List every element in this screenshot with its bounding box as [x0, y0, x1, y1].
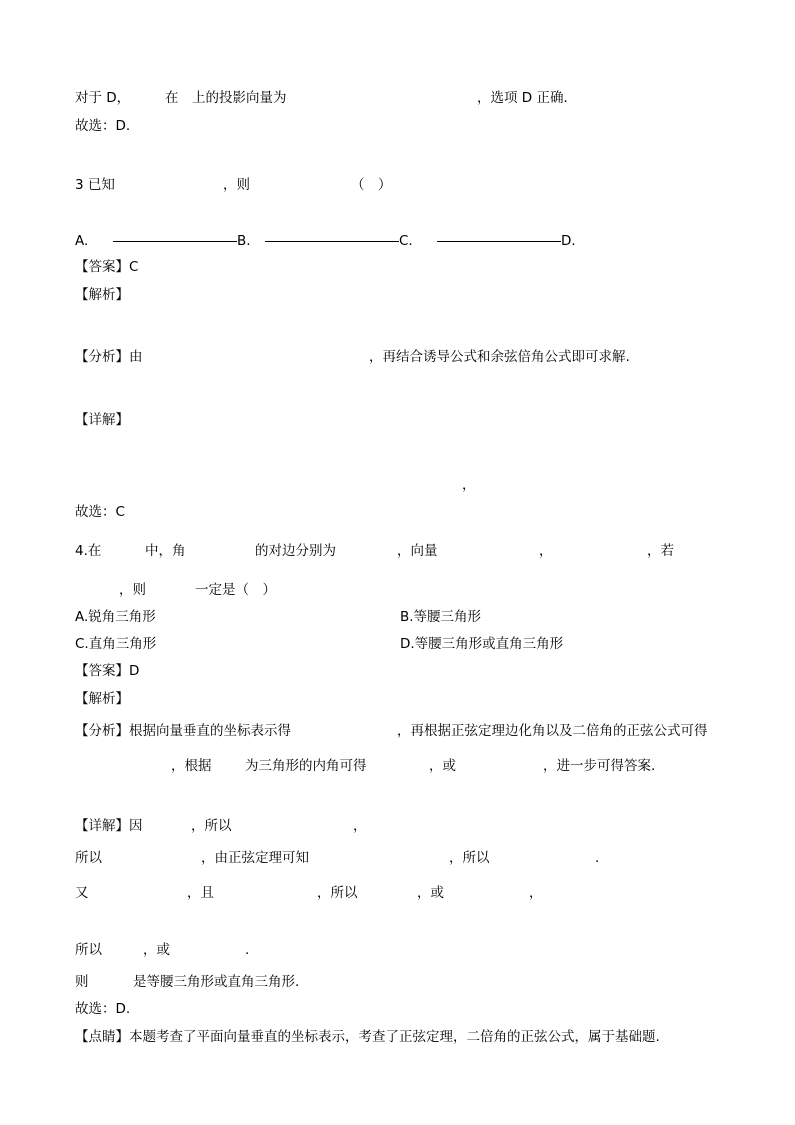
q3-option-d: D. — [561, 233, 576, 249]
q3-choose: 故选：C — [75, 504, 125, 520]
q4-line2-b: 一定是（ ） — [195, 582, 276, 598]
part-d-mid1: 在 — [165, 90, 179, 106]
q3-analysis-heading: 【解析】 — [75, 287, 129, 303]
q4-you-c: ，所以 — [317, 885, 358, 901]
q3-paren: （ ） — [351, 177, 392, 193]
q3-lead: 3 已知 — [75, 177, 115, 193]
q4-dianjing: 【点睛】本题考查了平面向量垂直的坐标表示，考查了正弦定理，二倍角的正弦公式，属于基础题. — [75, 1029, 660, 1045]
q4-fenxi2-a: ，根据 — [171, 758, 212, 774]
q4-fenxi2-d: ，进一步可得答案. — [543, 758, 656, 774]
q3-fenxi-label: 【分析】由 — [75, 349, 143, 365]
q3-option-b-fraction-bar — [265, 241, 399, 242]
q4-so1-c: ，所以 — [449, 850, 490, 866]
part-d-lead: 对于 D， — [75, 90, 131, 106]
part-d-mid2: 上的投影向量为 — [192, 90, 287, 106]
q4-fenxi-a: 【分析】根据向量垂直的坐标表示得 — [75, 723, 291, 739]
q4-t1: 中，角 — [145, 543, 186, 559]
q4-t3: ，向量 — [397, 543, 438, 559]
q4-so1-a: 所以 — [75, 850, 102, 866]
q4-so1-d: . — [595, 850, 600, 866]
q3-answer: 【答案】C — [75, 259, 139, 275]
q4-fenxi2-c: ，或 — [429, 758, 456, 774]
q4-analysis-heading: 【解析】 — [75, 691, 129, 707]
q3-detail-heading: 【详解】 — [75, 412, 129, 428]
q3-option-a: A. — [75, 233, 89, 249]
q3-option-c-fraction-bar — [437, 241, 561, 242]
q4-detail-a: 【详解】因 — [75, 818, 143, 834]
q4-so2-a: 所以 — [75, 942, 102, 958]
q4-option-b: B.等腰三角形 — [400, 609, 482, 625]
choose-d-text: 故选：D. — [75, 118, 131, 134]
q4-fenxi2-b: 为三角形的内角可得 — [245, 758, 367, 774]
q4-fenxi-b: ，再根据正弦定理边化角以及二倍角的正弦公式可得 — [397, 723, 708, 739]
q4-option-a: A.锐角三角形 — [75, 609, 156, 625]
q4-detail-b: ，所以 — [191, 818, 232, 834]
q4-choose: 故选：D. — [75, 1001, 131, 1017]
q3-option-c: C. — [399, 233, 413, 249]
q4-option-d: D.等腰三角形或直角三角形 — [400, 636, 564, 652]
q4-you-a: 又 — [75, 885, 89, 901]
q4-ze-a: 则 — [75, 974, 89, 990]
q4-answer: 【答案】D — [75, 663, 140, 679]
q3-option-b: B. — [237, 233, 251, 249]
q4-t2: 的对边分别为 — [255, 543, 336, 559]
q4-so2-b: ，或 — [143, 942, 170, 958]
q4-lead: 4.在 — [75, 543, 102, 559]
q3-detail-comma: ， — [462, 477, 476, 493]
q4-you-b: ，且 — [187, 885, 214, 901]
part-d-tail: ，选项 D 正确． — [477, 90, 577, 106]
q3-mid: ，则 — [223, 177, 250, 193]
q4-t4: ， — [539, 543, 553, 559]
q4-t5: ，若 — [647, 543, 674, 559]
q4-option-c: C.直角三角形 — [75, 636, 157, 652]
q4-line2-a: ，则 — [119, 582, 146, 598]
q3-option-a-fraction-bar — [113, 241, 237, 242]
q3-fenxi-tail: ，再结合诱导公式和余弦倍角公式即可求解. — [369, 349, 630, 365]
q4-so1-b: ，由正弦定理可知 — [201, 850, 309, 866]
q4-detail-c: ， — [353, 818, 367, 834]
q4-you-e: ， — [529, 885, 543, 901]
q4-ze-b: 是等腰三角形或直角三角形. — [133, 974, 300, 990]
q4-you-d: ，或 — [417, 885, 444, 901]
q4-so2-c: . — [245, 942, 250, 958]
